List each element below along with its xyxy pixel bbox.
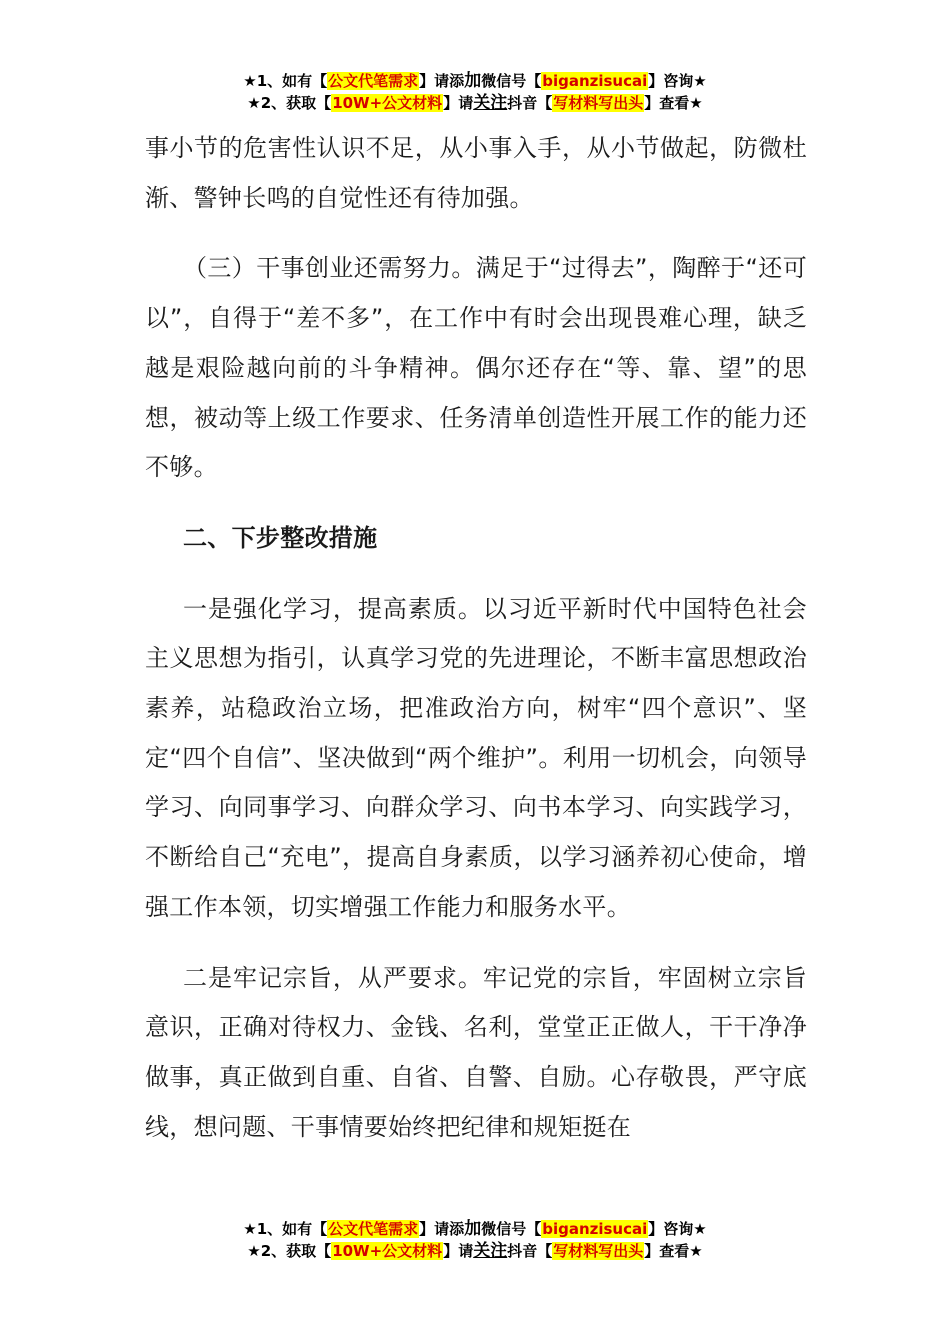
- footer-line-1: ★1、如有【公文代笔需求】请添加微信号【biganzisucai】咨询★: [243, 1219, 707, 1239]
- paragraph-measure-one: 一是强化学习，提高素质。以习近平新时代中国特色社会主义思想为指引，认真学习党的先进理论，不断丰富思想政治素养，站稳政治立场，把准政治方向，树牢“四个意识”、坚定“四个自信”、坚决做到“两个维护”。利用一切机会，向领导学习、向同事学习、向群众学习、向书本学习、向实践学习，不断给自己“充电”，提高自身素质，以学习涵养初心使命，增强工作本领，切实增强工作能力和服务水平。: [145, 594, 807, 921]
- paragraph-measure-two: 二是牢记宗旨，从严要求。牢记党的宗旨，牢固树立宗旨意识，正确对待权力、金钱、名利，堂堂正正做人，干干净净做事，真正做到自重、自省、自警、自励。心存敬畏，严守底线，想问题、干事情要始终把纪律和规矩挺在: [145, 963, 807, 1141]
- section-heading: 二、下步整改措施: [183, 523, 378, 552]
- banner-line-2: ★2、获取【10W+公文材料】请关注抖音【写材料写出头】查看★: [247, 93, 703, 113]
- footer-line-2: ★2、获取【10W+公文材料】请关注抖音【写材料写出头】查看★: [247, 1241, 703, 1261]
- highlight-materials: 10W+公文材料: [332, 94, 443, 112]
- highlight-writing-service: 公文代笔需求: [328, 72, 419, 90]
- document-body: [145, 124, 807, 1152]
- paragraph-continued: 事小节的危害性认识不足，从小事入手，从小节做起，防微杜渐、警钟长鸣的自觉性还有待加强。: [145, 134, 807, 212]
- paragraph-section-three: （三）干事创业还需努力。满足于“过得去”，陶醉于“还可以”，自得于“差不多”，在工作中有时会出现畏难心理，缺乏越是艰险越向前的斗争精神。偶尔还存在“等、靠、望”的思想，被动等上级工作要求、任务清单创造性开展工作的能力还不够。: [145, 254, 807, 482]
- highlight-douyin-account: 写材料写出头: [553, 94, 644, 112]
- highlight-writing-service: 公文代笔需求: [328, 1220, 419, 1238]
- footer-banner: [0, 1218, 950, 1262]
- banner-line-1: ★1、如有【公文代笔需求】请添加微信号【biganzisucai】咨询★: [243, 71, 707, 91]
- header-banner: [0, 70, 950, 114]
- highlight-wechat-id: biganzisucai: [542, 1220, 648, 1238]
- highlight-wechat-id: biganzisucai: [542, 72, 648, 90]
- highlight-douyin-account: 写材料写出头: [553, 1242, 644, 1260]
- highlight-materials: 10W+公文材料: [332, 1242, 443, 1260]
